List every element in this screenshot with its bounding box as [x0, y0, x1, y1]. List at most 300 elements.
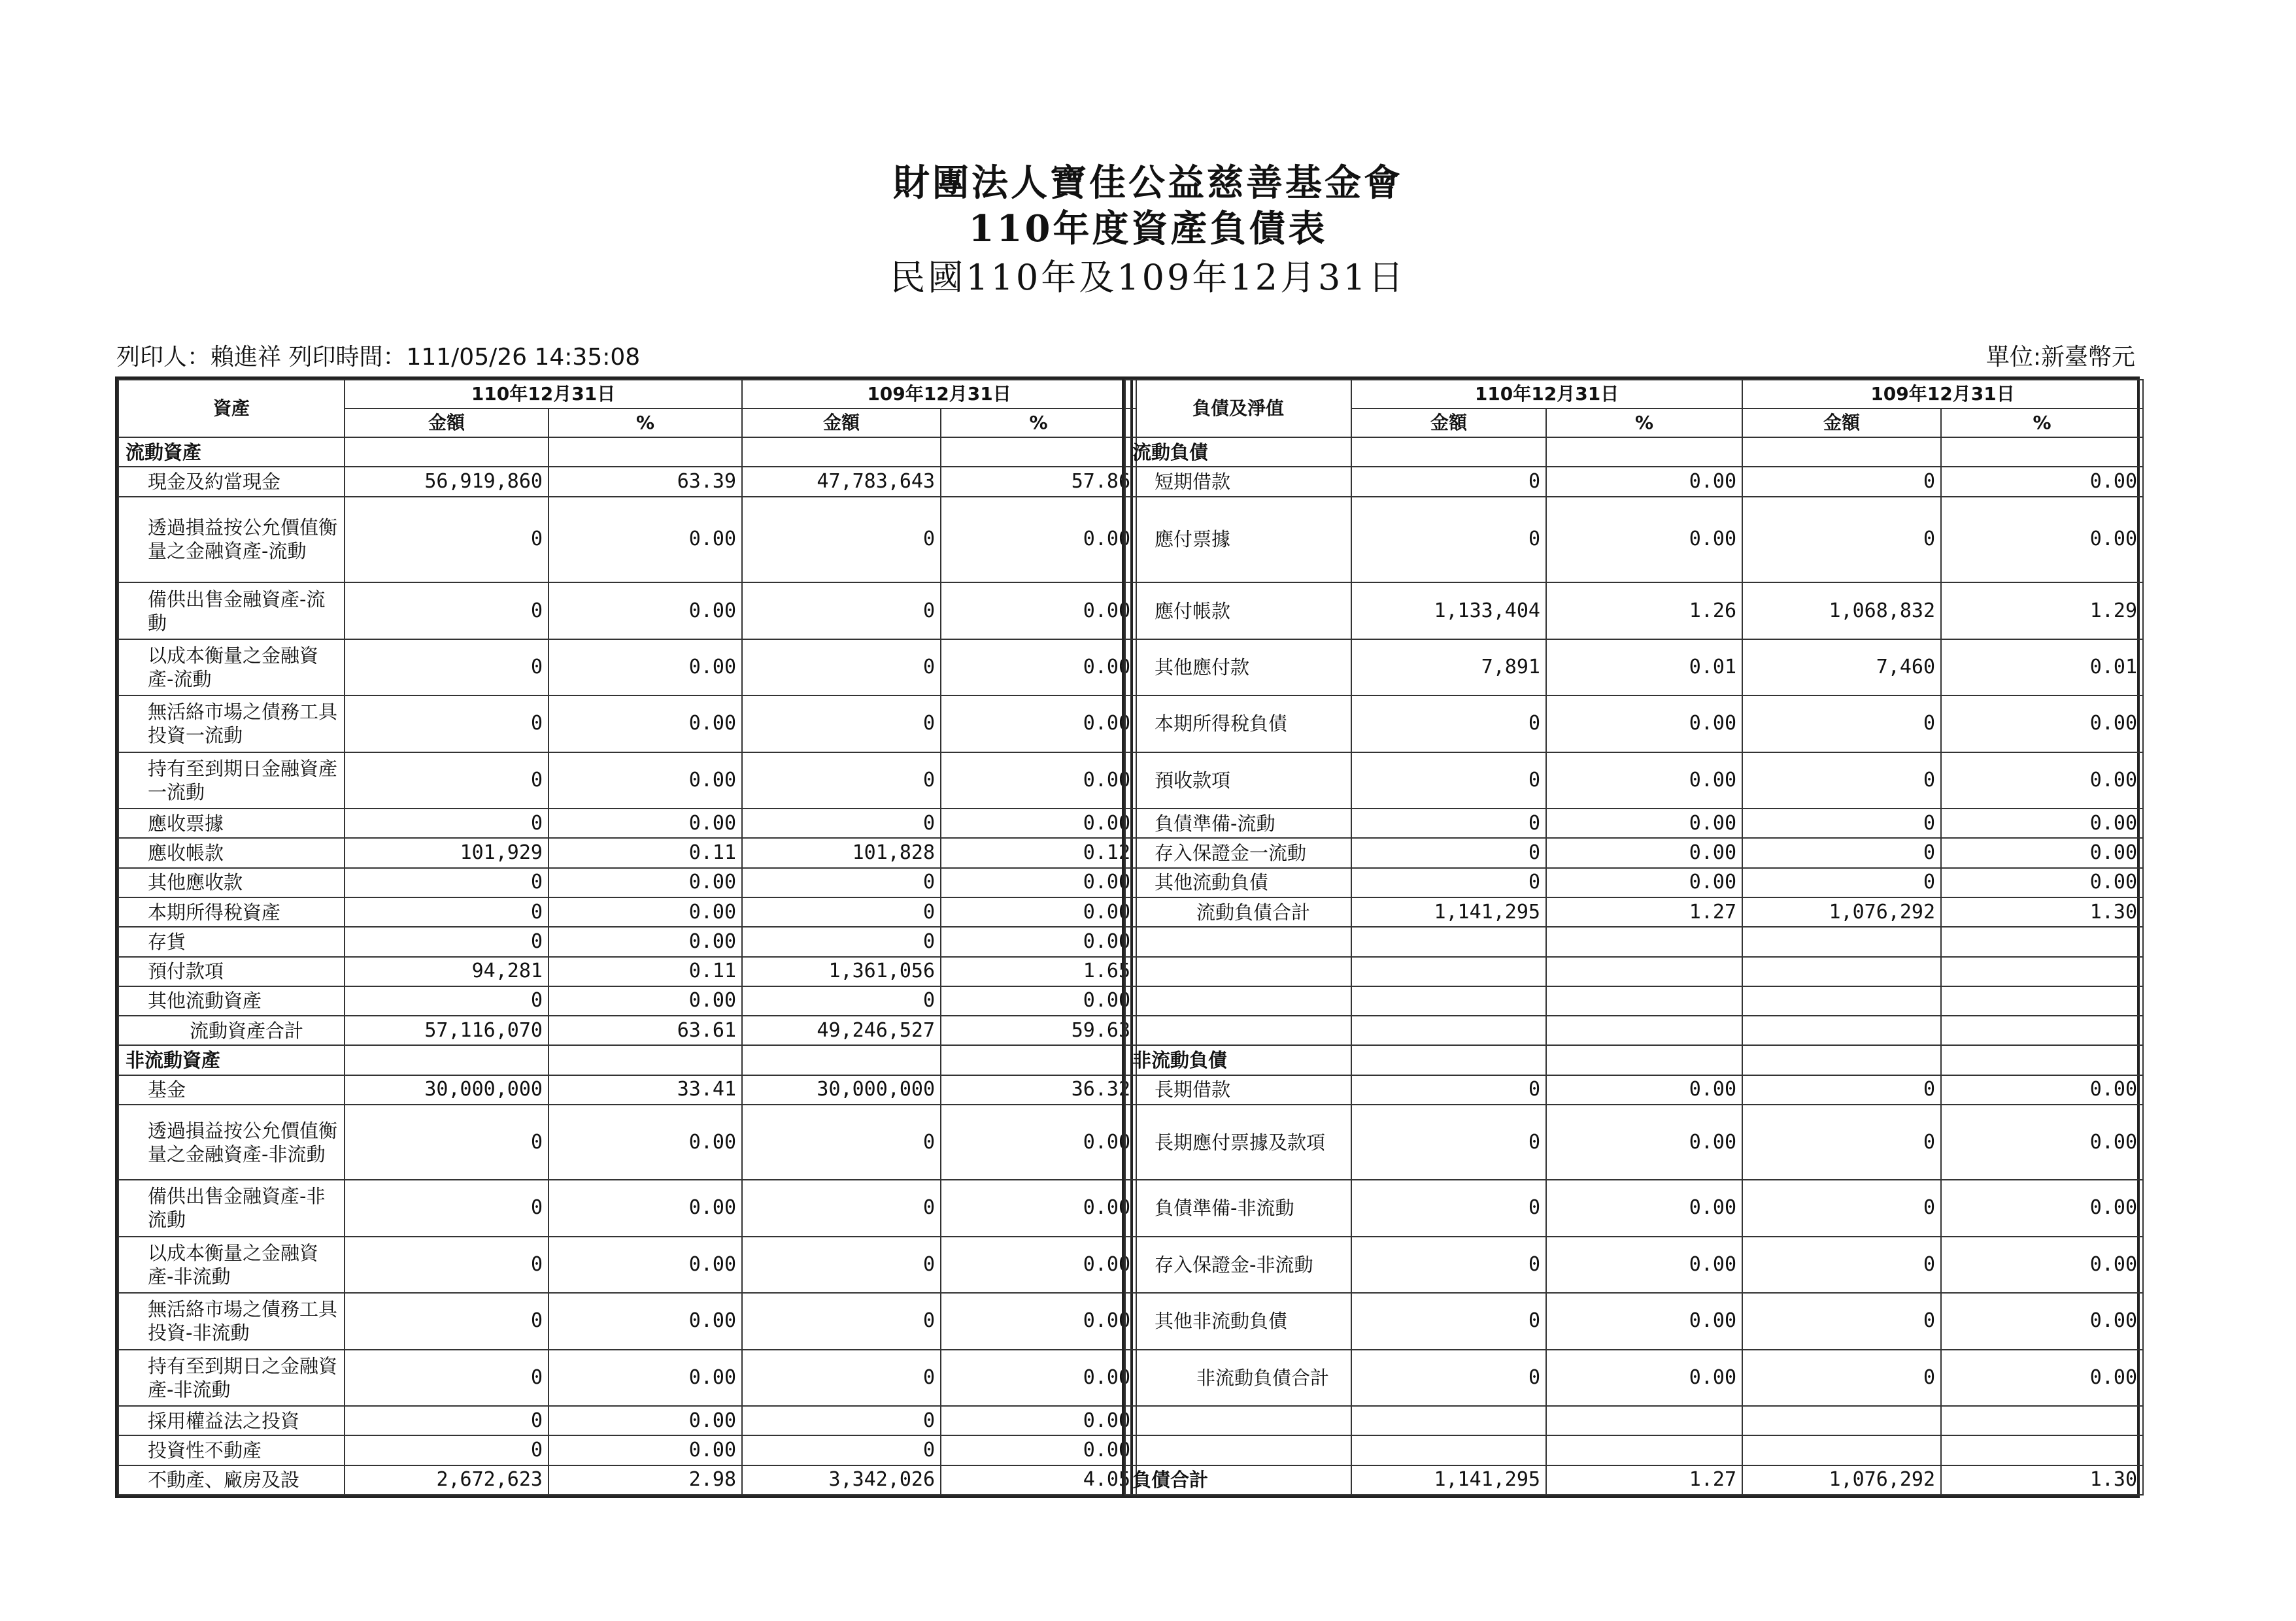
- percent-cell: [1941, 1016, 2143, 1045]
- percent-cell: 0.00: [941, 1293, 1136, 1349]
- section-row: [1125, 1045, 2143, 1075]
- amount-cell: 0: [345, 1237, 549, 1293]
- amount-cell: 0: [742, 897, 941, 927]
- percent-cell: 0.00: [1941, 752, 2143, 809]
- row-label: 透過損益按公允價值衡量之金融資產-非流動: [118, 1105, 345, 1180]
- row-label: 應付票據: [1125, 497, 1351, 583]
- percent-cell: 1.30: [1941, 1465, 2143, 1495]
- percent-cell: 33.41: [549, 1075, 742, 1105]
- amount-cell: [1351, 437, 1546, 467]
- amount-cell: 0: [345, 1293, 549, 1349]
- percent-cell: 0.00: [549, 868, 742, 897]
- amount-cell: 0: [742, 868, 941, 897]
- percent-cell: [1546, 1406, 1742, 1435]
- percent-cell: [1546, 1045, 1742, 1075]
- amount-cell: [1742, 437, 1941, 467]
- percent-cell: [1546, 1016, 1742, 1045]
- percent-cell: 0.00: [941, 809, 1136, 838]
- table-row: [1125, 986, 2143, 1016]
- percent-cell: 0.00: [941, 986, 1136, 1016]
- table-row: [1125, 1406, 2143, 1435]
- amount-header: 金額: [742, 409, 941, 437]
- row-label: 無活絡市場之債務工具投資-非流動: [118, 1293, 345, 1349]
- amount-cell: 0: [345, 927, 549, 956]
- percent-cell: 0.00: [549, 1350, 742, 1406]
- row-label: 投資性不動產: [118, 1435, 345, 1465]
- amount-cell: 0: [742, 1180, 941, 1236]
- row-label: 本期所得稅資產: [118, 897, 345, 927]
- table-row: [1125, 639, 2143, 695]
- percent-cell: 0.00: [1546, 868, 1742, 897]
- amount-cell: 0: [1742, 809, 1941, 838]
- percent-cell: 0.00: [549, 1293, 742, 1349]
- amount-cell: [1742, 1406, 1941, 1435]
- row-label: 短期借款: [1125, 467, 1351, 496]
- table-row: [118, 897, 1136, 927]
- report-date: 民國110年及109年12月31日: [890, 257, 1406, 298]
- table-row: [1125, 868, 2143, 897]
- amount-header: 金額: [1742, 409, 1941, 437]
- row-label: 備供出售金融資產-流動: [118, 582, 345, 639]
- amount-cell: 0: [345, 868, 549, 897]
- percent-cell: 0.00: [549, 1406, 742, 1435]
- amount-cell: [1351, 1016, 1546, 1045]
- percent-cell: 0.00: [549, 809, 742, 838]
- amount-cell: 0: [1351, 695, 1546, 752]
- percent-cell: 0.01: [1546, 639, 1742, 695]
- liabilities-table: [1122, 376, 2140, 1498]
- table-row: [1125, 1075, 2143, 1105]
- table-row: [1125, 752, 2143, 809]
- amount-cell: [1742, 986, 1941, 1016]
- amount-cell: 7,891: [1351, 639, 1546, 695]
- percent-cell: 0.00: [941, 897, 1136, 927]
- total-row: [1125, 897, 2143, 927]
- percent-cell: 0.00: [1941, 838, 2143, 867]
- percent-cell: 0.00: [941, 497, 1136, 583]
- amount-cell: 0: [742, 582, 941, 639]
- percent-cell: 63.39: [549, 467, 742, 496]
- amount-cell: 57,116,070: [345, 1016, 549, 1045]
- row-label: 存入保證金一流動: [1125, 838, 1351, 867]
- percent-cell: 0.00: [1941, 497, 2143, 583]
- percent-cell: [1941, 1045, 2143, 1075]
- currency-unit: 單位:新臺幣元: [1985, 344, 2135, 371]
- percent-cell: 0.00: [1941, 467, 2143, 496]
- amount-cell: 0: [345, 1406, 549, 1435]
- row-label: 負債準備-非流動: [1125, 1180, 1351, 1236]
- table-row: [1125, 1293, 2143, 1349]
- amount-cell: [345, 1045, 549, 1075]
- amount-cell: 0: [742, 1406, 941, 1435]
- percent-cell: [549, 1045, 742, 1075]
- percent-cell: 0.00: [1941, 1180, 2143, 1236]
- row-label: 持有至到期日之金融資產-非流動: [118, 1350, 345, 1406]
- percent-cell: [1941, 927, 2143, 956]
- assets-table: [115, 376, 1133, 1498]
- period-prior-header: 109年12月31日: [1742, 380, 2143, 409]
- percent-cell: [1941, 437, 2143, 467]
- row-label: 不動產、廠房及設: [118, 1465, 345, 1495]
- table-row: [1125, 582, 2143, 639]
- amount-cell: 0: [345, 897, 549, 927]
- percent-cell: 0.00: [941, 1237, 1136, 1293]
- percent-cell: 1.65: [941, 957, 1136, 986]
- percent-cell: 0.01: [1941, 639, 2143, 695]
- percent-cell: 1.27: [1546, 1465, 1742, 1495]
- amount-cell: 0: [1742, 695, 1941, 752]
- amount-cell: 0: [1351, 1075, 1546, 1105]
- row-label: 基金: [118, 1075, 345, 1105]
- percent-cell: 0.00: [1546, 1105, 1742, 1180]
- row-label: 本期所得稅負債: [1125, 695, 1351, 752]
- row-label: 負債合計: [1125, 1465, 1351, 1495]
- amount-cell: 0: [1351, 1237, 1546, 1293]
- row-label: 非流動資產: [118, 1045, 345, 1075]
- percent-cell: 0.00: [941, 1350, 1136, 1406]
- amount-cell: 0: [345, 1105, 549, 1180]
- amount-cell: 30,000,000: [345, 1075, 549, 1105]
- percent-cell: 0.00: [941, 582, 1136, 639]
- table-row: [118, 1075, 1136, 1105]
- percent-cell: 0.00: [941, 752, 1136, 809]
- section-row: [1125, 437, 2143, 467]
- table-row: [118, 838, 1136, 867]
- table-row: [118, 695, 1136, 752]
- row-label: 非流動負債合計: [1125, 1350, 1351, 1406]
- table-row: [118, 1293, 1136, 1349]
- row-label: 負債準備-流動: [1125, 809, 1351, 838]
- table-row: [1125, 809, 2143, 838]
- amount-cell: 0: [742, 1350, 941, 1406]
- amount-cell: 1,361,056: [742, 957, 941, 986]
- amount-cell: 0: [1351, 1180, 1546, 1236]
- percent-cell: [941, 1045, 1136, 1075]
- row-label: 以成本衡量之金融資產-非流動: [118, 1237, 345, 1293]
- percent-cell: 36.32: [941, 1075, 1136, 1105]
- percent-cell: 1.27: [1546, 897, 1742, 927]
- percent-cell: 1.29: [1941, 582, 2143, 639]
- percent-cell: 0.00: [549, 897, 742, 927]
- amount-cell: 94,281: [345, 957, 549, 986]
- amount-cell: 1,133,404: [1351, 582, 1546, 639]
- amount-cell: 0: [1742, 1293, 1941, 1349]
- table-row: [118, 986, 1136, 1016]
- table-row: [118, 467, 1136, 496]
- percent-cell: [1546, 927, 1742, 956]
- table-row: [1125, 927, 2143, 956]
- amount-cell: 0: [1351, 1350, 1546, 1406]
- table-row: [118, 957, 1136, 986]
- amount-cell: 0: [1351, 752, 1546, 809]
- amount-cell: [1742, 1435, 1941, 1465]
- amount-cell: 0: [1742, 1105, 1941, 1180]
- row-label: 其他應付款: [1125, 639, 1351, 695]
- amount-cell: [1351, 957, 1546, 986]
- amount-cell: [1351, 1045, 1546, 1075]
- percent-cell: 0.00: [941, 927, 1136, 956]
- row-label: 流動負債合計: [1125, 897, 1351, 927]
- row-label: [1125, 957, 1351, 986]
- percent-cell: 63.61: [549, 1016, 742, 1045]
- row-label: [1125, 986, 1351, 1016]
- amount-cell: 1,141,295: [1351, 1465, 1546, 1495]
- amount-cell: 0: [742, 1293, 941, 1349]
- total-row: [118, 1016, 1136, 1045]
- amount-cell: 0: [1742, 868, 1941, 897]
- table-row: [1125, 1105, 2143, 1180]
- row-label: 無活絡市場之債務工具投資一流動: [118, 695, 345, 752]
- amount-cell: 0: [742, 497, 941, 583]
- amount-cell: 101,828: [742, 838, 941, 867]
- amount-cell: 0: [1742, 752, 1941, 809]
- percent-cell: 2.98: [549, 1465, 742, 1495]
- percent-cell: 0.00: [1941, 695, 2143, 752]
- row-label: 備供出售金融資產-非流動: [118, 1180, 345, 1236]
- amount-cell: 0: [742, 986, 941, 1016]
- amount-cell: 7,460: [1742, 639, 1941, 695]
- amount-cell: [1742, 1016, 1941, 1045]
- amount-cell: 0: [345, 1180, 549, 1236]
- org-name: 財團法人寶佳公益慈善基金會: [893, 161, 1403, 205]
- percent-header: %: [941, 409, 1136, 437]
- percent-cell: 0.00: [941, 639, 1136, 695]
- printer-info: 列印人：賴進祥 列印時間：111/05/26 14:35:08: [116, 344, 641, 371]
- section-row: [118, 1045, 1136, 1075]
- percent-cell: [1941, 1435, 2143, 1465]
- amount-cell: 0: [742, 752, 941, 809]
- percent-cell: 0.00: [1546, 1075, 1742, 1105]
- table-row: [118, 1406, 1136, 1435]
- amount-header: 金額: [1351, 409, 1546, 437]
- total-row: [1125, 1350, 2143, 1406]
- percent-cell: [1546, 437, 1742, 467]
- percent-cell: [1941, 1406, 2143, 1435]
- percent-cell: 1.30: [1941, 897, 2143, 927]
- row-label: 現金及約當現金: [118, 467, 345, 496]
- percent-cell: 0.00: [1546, 1237, 1742, 1293]
- amount-cell: 0: [742, 1435, 941, 1465]
- section-row: [1125, 1465, 2143, 1495]
- amount-cell: 0: [345, 582, 549, 639]
- percent-cell: 0.00: [1941, 868, 2143, 897]
- percent-cell: 0.00: [549, 927, 742, 956]
- row-label: 以成本衡量之金融資產-流動: [118, 639, 345, 695]
- amount-cell: 0: [742, 639, 941, 695]
- row-label: 採用權益法之投資: [118, 1406, 345, 1435]
- amount-cell: 1,141,295: [1351, 897, 1546, 927]
- percent-cell: [1546, 986, 1742, 1016]
- row-label: [1125, 1016, 1351, 1045]
- amount-cell: 0: [345, 986, 549, 1016]
- percent-cell: 0.00: [941, 1406, 1136, 1435]
- amount-cell: 30,000,000: [742, 1075, 941, 1105]
- amount-cell: 1,076,292: [1742, 897, 1941, 927]
- percent-cell: 0.00: [941, 1435, 1136, 1465]
- table-row: [118, 1350, 1136, 1406]
- report-title: 110年度資產負債表: [968, 207, 1328, 250]
- amount-cell: [1351, 927, 1546, 956]
- amount-cell: 0: [345, 639, 549, 695]
- table-row: [1125, 838, 2143, 867]
- amount-cell: 0: [1742, 1350, 1941, 1406]
- row-label: 流動資產: [118, 437, 345, 467]
- percent-cell: 0.00: [941, 868, 1136, 897]
- amount-cell: [1742, 927, 1941, 956]
- percent-cell: 0.00: [1546, 1180, 1742, 1236]
- amount-cell: 0: [345, 695, 549, 752]
- percent-cell: 0.11: [549, 957, 742, 986]
- percent-cell: 0.00: [1941, 1105, 2143, 1180]
- period-current-header: 110年12月31日: [345, 380, 742, 409]
- row-label: 應收帳款: [118, 838, 345, 867]
- amount-cell: 0: [742, 809, 941, 838]
- table-row: [118, 1465, 1136, 1495]
- amount-cell: 0: [1742, 1075, 1941, 1105]
- row-label: 應付帳款: [1125, 582, 1351, 639]
- amount-cell: 0: [1742, 1237, 1941, 1293]
- amount-cell: 0: [1742, 497, 1941, 583]
- percent-cell: 0.00: [1546, 752, 1742, 809]
- amount-cell: 0: [1742, 467, 1941, 496]
- amount-cell: [1351, 1435, 1546, 1465]
- amount-cell: 0: [1351, 838, 1546, 867]
- percent-cell: 0.00: [1941, 809, 2143, 838]
- table-row: [118, 868, 1136, 897]
- amount-cell: [1742, 1045, 1941, 1075]
- percent-cell: 4.05: [941, 1465, 1136, 1495]
- row-label: 預付款項: [118, 957, 345, 986]
- percent-cell: [941, 437, 1136, 467]
- row-label: [1125, 927, 1351, 956]
- amount-cell: [345, 437, 549, 467]
- amount-cell: [742, 1045, 941, 1075]
- amount-cell: 101,929: [345, 838, 549, 867]
- amount-cell: [1351, 1406, 1546, 1435]
- row-label: 其他流動資產: [118, 986, 345, 1016]
- percent-header: %: [549, 409, 742, 437]
- percent-cell: 0.00: [1941, 1350, 2143, 1406]
- row-label: 長期應付票據及款項: [1125, 1105, 1351, 1180]
- percent-cell: 0.11: [549, 838, 742, 867]
- table-row: [118, 927, 1136, 956]
- amount-cell: 0: [742, 1237, 941, 1293]
- percent-cell: 0.00: [549, 1435, 742, 1465]
- percent-cell: [1941, 986, 2143, 1016]
- table-row: [118, 1180, 1136, 1236]
- amount-cell: 1,068,832: [1742, 582, 1941, 639]
- table-row: [1125, 1435, 2143, 1465]
- amount-cell: 49,246,527: [742, 1016, 941, 1045]
- percent-cell: 0.00: [941, 1105, 1136, 1180]
- amount-cell: 0: [1351, 809, 1546, 838]
- amount-cell: 0: [345, 809, 549, 838]
- table-row: [118, 497, 1136, 583]
- percent-cell: 0.00: [549, 1180, 742, 1236]
- percent-cell: 0.00: [1546, 1350, 1742, 1406]
- amount-header: 金額: [345, 409, 549, 437]
- percent-header: %: [1546, 409, 1742, 437]
- amount-cell: 56,919,860: [345, 467, 549, 496]
- row-label: [1125, 1406, 1351, 1435]
- percent-cell: 0.00: [941, 1180, 1136, 1236]
- percent-cell: 0.00: [1546, 809, 1742, 838]
- percent-cell: 0.00: [549, 695, 742, 752]
- amount-cell: [1742, 957, 1941, 986]
- percent-cell: 59.63: [941, 1016, 1136, 1045]
- percent-cell: 0.00: [1546, 695, 1742, 752]
- assets-heading: 資產: [118, 380, 345, 437]
- amount-cell: 0: [1351, 497, 1546, 583]
- amount-cell: 0: [1742, 1180, 1941, 1236]
- percent-cell: [1546, 1435, 1742, 1465]
- amount-cell: 0: [1351, 1293, 1546, 1349]
- percent-cell: 0.00: [1941, 1075, 2143, 1105]
- percent-cell: 0.00: [1941, 1293, 2143, 1349]
- percent-cell: 0.00: [549, 582, 742, 639]
- amount-cell: 47,783,643: [742, 467, 941, 496]
- amount-cell: 0: [345, 1350, 549, 1406]
- row-label: 非流動負債: [1125, 1045, 1351, 1075]
- table-row: [118, 1435, 1136, 1465]
- percent-cell: 0.00: [549, 1237, 742, 1293]
- percent-cell: 0.00: [1546, 1293, 1742, 1349]
- table-row: [1125, 1237, 2143, 1293]
- amount-cell: 0: [345, 497, 549, 583]
- amount-cell: 0: [345, 752, 549, 809]
- row-label: 存入保證金-非流動: [1125, 1237, 1351, 1293]
- amount-cell: 1,076,292: [1742, 1465, 1941, 1495]
- percent-cell: [1546, 957, 1742, 986]
- amount-cell: 2,672,623: [345, 1465, 549, 1495]
- percent-cell: 0.00: [1546, 838, 1742, 867]
- percent-cell: 0.00: [1941, 1237, 2143, 1293]
- amount-cell: 0: [742, 927, 941, 956]
- row-label: 存貨: [118, 927, 345, 956]
- table-row: [1125, 1180, 2143, 1236]
- row-label: [1125, 1435, 1351, 1465]
- amount-cell: 0: [1742, 838, 1941, 867]
- row-label: 應收票據: [118, 809, 345, 838]
- row-label: 預收款項: [1125, 752, 1351, 809]
- table-row: [118, 1237, 1136, 1293]
- percent-cell: 1.26: [1546, 582, 1742, 639]
- row-label: 流動資產合計: [118, 1016, 345, 1045]
- percent-cell: 0.00: [1546, 467, 1742, 496]
- row-label: 其他非流動負債: [1125, 1293, 1351, 1349]
- percent-cell: 0.00: [941, 695, 1136, 752]
- row-label: 長期借款: [1125, 1075, 1351, 1105]
- amount-cell: 0: [742, 695, 941, 752]
- period-prior-header: 109年12月31日: [742, 380, 1136, 409]
- percent-cell: 0.00: [549, 986, 742, 1016]
- percent-header: %: [1941, 409, 2143, 437]
- amount-cell: 0: [345, 1435, 549, 1465]
- row-label: 其他應收款: [118, 868, 345, 897]
- percent-cell: [1941, 957, 2143, 986]
- amount-cell: [742, 437, 941, 467]
- percent-cell: 0.00: [549, 639, 742, 695]
- table-row: [118, 752, 1136, 809]
- amount-cell: 3,342,026: [742, 1465, 941, 1495]
- table-row: [118, 809, 1136, 838]
- amount-cell: 0: [1351, 467, 1546, 496]
- row-label: 透過損益按公允價值衡量之金融資產-流動: [118, 497, 345, 583]
- percent-cell: 57.86: [941, 467, 1136, 496]
- row-label: 流動負債: [1125, 437, 1351, 467]
- amount-cell: 0: [742, 1105, 941, 1180]
- liabilities-heading: 負債及淨值: [1125, 380, 1351, 437]
